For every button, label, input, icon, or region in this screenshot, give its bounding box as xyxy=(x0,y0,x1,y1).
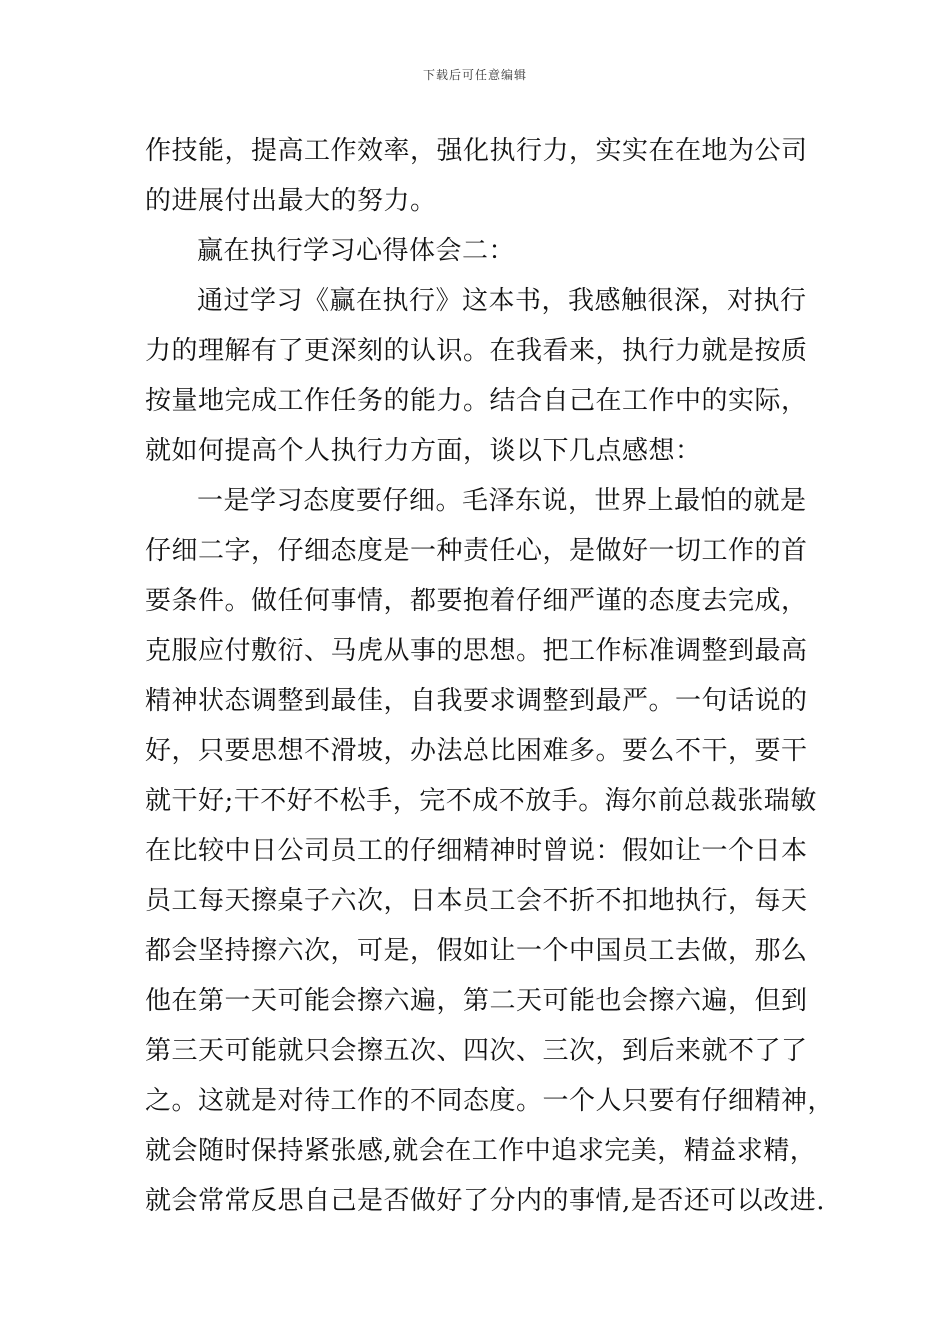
text-line: 好，只要思想不滑坡，办法总比困难多。要么不干，要干 xyxy=(145,736,808,766)
text-line: 要条件。做任何事情，都要抱着仔细严谨的态度去完成， xyxy=(145,586,808,616)
section-heading: 赢在执行学习心得体会二： xyxy=(197,236,516,266)
text-line: 在比较中日公司员工的仔细精神时曾说：假如让一个日本 xyxy=(145,836,808,866)
text-line: 精神状态调整到最佳，自我要求调整到最严。一句话说的 xyxy=(145,686,808,716)
text-line: 就干好;干不好不松手，完不成不放手。海尔前总裁张瑞敏 xyxy=(145,786,817,816)
document-body xyxy=(145,126,835,1226)
text-line: 就会常常反思自己是否做好了分内的事情,是否还可以改进. xyxy=(145,1186,826,1216)
paragraph-start: 通过学习《赢在执行》这本书，我感触很深，对执行 xyxy=(197,286,807,316)
text-line: 仔细二字，仔细态度是一种责任心，是做好一切工作的首 xyxy=(145,536,808,566)
text-line: 力的理解有了更深刻的认识。在我看来，执行力就是按质 xyxy=(145,336,808,366)
text-line: 他在第一天可能会擦六遍，第二天可能也会擦六遍，但到 xyxy=(145,986,808,1016)
text-line: 员工每天擦桌子六次，日本员工会不折不扣地执行，每天 xyxy=(145,886,808,916)
text-line: 的进展付出最大的努力。 xyxy=(145,186,437,216)
text-line: 作技能，提高工作效率，强化执行力，实实在在地为公司 xyxy=(145,136,808,166)
text-line: 就会随时保持紧张感,就会在工作中追求完美，精益求精， xyxy=(145,1136,817,1166)
text-line: 克服应付敷衍、马虎从事的思想。把工作标准调整到最高 xyxy=(145,636,808,666)
text-line: 就如何提高个人执行力方面，谈以下几点感想： xyxy=(145,436,702,466)
text-line: 第三天可能就只会擦五次、四次、三次，到后来就不了了 xyxy=(145,1036,808,1066)
text-line: 之。这就是对待工作的不同态度。一个人只要有仔细精神， xyxy=(145,1086,835,1116)
page-header: 下载后可任意编辑 xyxy=(422,68,527,82)
text-line: 按量地完成工作任务的能力。结合自己在工作中的实际， xyxy=(145,386,808,416)
paragraph-start: 一是学习态度要仔细。毛泽东说，世界上最怕的就是 xyxy=(197,486,807,516)
text-line: 都会坚持擦六次，可是，假如让一个中国员工去做，那么 xyxy=(145,936,808,966)
